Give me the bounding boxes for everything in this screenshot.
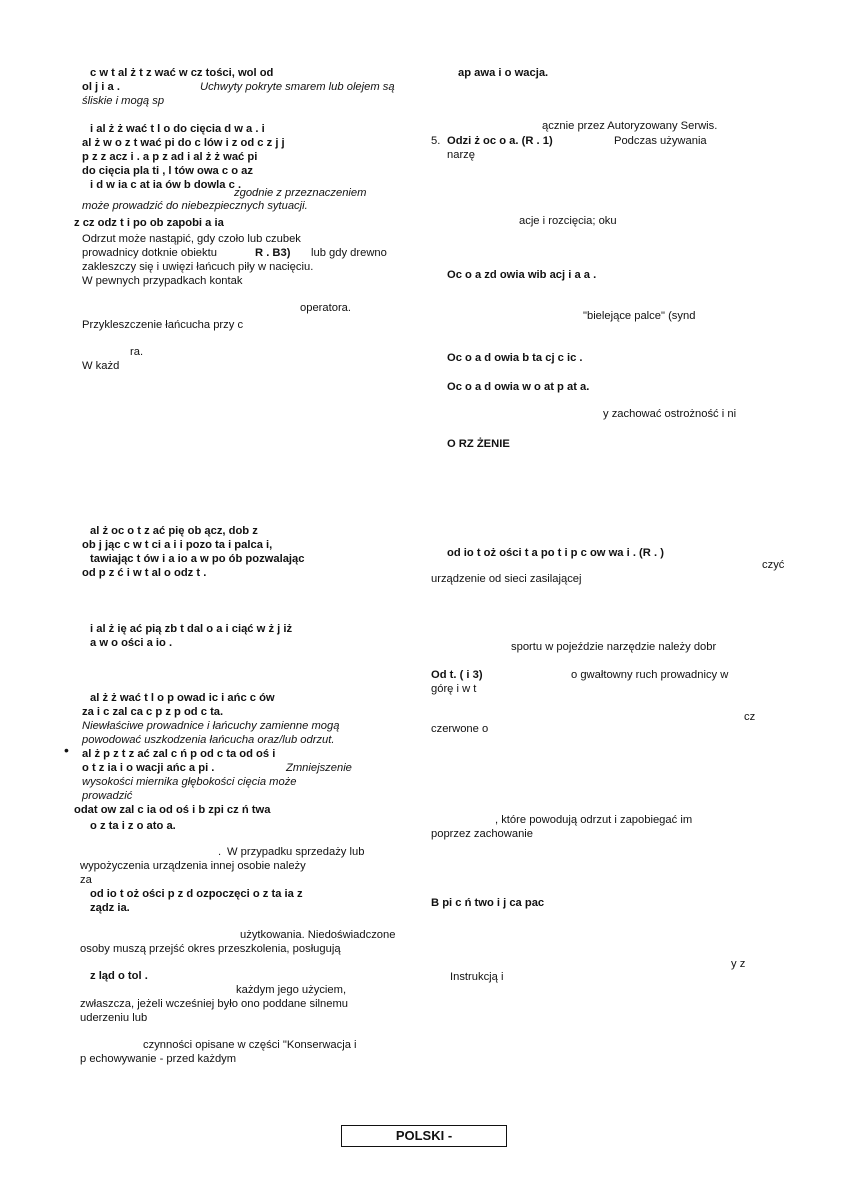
right-line-12: od io t oż ości t a po t i p c ow wa i . (R . ) — [447, 547, 664, 559]
right-line-16a: Od t. ( i 3) — [431, 669, 483, 681]
right-line-9: Oc o a d owia w o at p at a. — [447, 381, 590, 393]
left-line-37: wypożyczenia urządzenia innej osobie należy — [80, 860, 306, 872]
right-line-23: y z — [731, 958, 746, 970]
right-line-3c: Podczas używania — [614, 135, 707, 147]
left-line-18: ra. — [130, 346, 144, 358]
left-line-10: może prowadzić do niebezpiecznych sytuacji. — [82, 200, 308, 212]
right-line-21: poprzez zachowanie — [431, 828, 533, 840]
left-line-28: Niewłaściwe prowadnice i łańcuchy zamienne mogą — [82, 720, 340, 732]
left-line-36b: W przypadku sprzedaży lub — [227, 846, 365, 858]
left-line-9: zgodnie z przeznaczeniem — [234, 187, 367, 199]
left-line-17: Przykleszczenie łańcucha przy c — [82, 319, 244, 331]
left-line-12: Odrzut może nastąpić, gdy czoło lub czubek — [82, 233, 301, 245]
left-line-31b: Zmniejszenie — [286, 762, 352, 774]
right-line-18: cz — [744, 711, 756, 723]
right-line-24: Instrukcją i — [450, 971, 504, 983]
left-line-31a: o t z ia i o wacji ańc a pi . — [82, 762, 215, 774]
left-line-21: ob j jąc c w t ci a i i pozo ta i palca i, — [82, 539, 273, 551]
left-line-3: śliskie i mogą sp — [82, 95, 165, 107]
left-line-45: zwłaszcza, jeżeli wcześniej było ono poddane silnemu — [80, 998, 349, 1010]
right-line-15: sportu w pojeździe narzędzie należy dobr — [511, 641, 717, 653]
left-line-2a: ol j i a . — [82, 81, 120, 93]
right-line-16b: o gwałtowny ruch prowadnicy w — [571, 669, 729, 681]
right-line-8: Oc o a d owia b ta cj c ic . — [447, 352, 583, 364]
right-item-number-5: 5. — [431, 135, 441, 147]
bullet-icon: • — [64, 742, 69, 758]
left-line-4: i al ż ż wać t l o do cięcia d w a . i — [90, 123, 265, 135]
left-line-7: do cięcia pla ti , l tów owa c o az — [82, 165, 253, 177]
left-line-2b: Uchwyty pokryte smarem lub olejem są — [200, 81, 395, 93]
right-line-20: , które powodują odrzut i zapobiegać im — [495, 814, 693, 826]
left-line-6: p z z acz i . a p z ad i al ż ż wać pi — [82, 151, 258, 163]
left-line-25: a w o ości a io . — [90, 637, 173, 649]
right-heading-repair: ap awa i o wacja. — [458, 67, 549, 79]
right-line-6: Oc o a zd owia wib acj i a a . — [447, 269, 597, 281]
left-line-20: al ż oc o t z ać pię ob ącz, dob z — [90, 525, 258, 537]
left-line-41: użytkowania. Niedoświadczone — [240, 929, 396, 941]
left-line-32: wysokości miernika głębokości cięcia może — [82, 776, 297, 788]
left-line-38: za — [80, 874, 92, 886]
left-line-40: ządz ia. — [90, 902, 130, 914]
left-line-48: p echowywanie - przed każdym — [80, 1053, 237, 1065]
left-line-8: i d w ia c at ia ów b dowla c . — [90, 179, 242, 191]
right-line-19: czerwone o — [431, 723, 489, 735]
left-line-22: tawiając t ów i a io a w po ób pozwalając — [90, 553, 305, 565]
left-line-46: uderzeniu lub — [80, 1012, 148, 1024]
right-line-10: y zachować ostrożność i ni — [603, 408, 737, 420]
right-heading-warning: O RZ ŻENIE — [447, 438, 510, 450]
left-line-26: al ż ż wać t l o p owad ic i ańc c ów — [90, 692, 275, 704]
left-line-5: al ż w o z t wać pi do c lów i z od c z j j — [82, 137, 285, 149]
left-line-1: c w t al ż t z wać w cz tości, wol od — [90, 67, 274, 79]
page-footer-language-label: POLSKI - — [341, 1125, 507, 1147]
right-line-17: górę i w t — [431, 683, 477, 695]
left-line-13b: R . B3) — [255, 247, 291, 259]
left-line-16: operatora. — [300, 302, 351, 314]
right-line-5: acje i rozcięcia; oku — [519, 215, 617, 227]
left-line-13c: lub gdy drewno — [311, 247, 387, 259]
right-heading-workplace: B pi c ń two i j ca pac — [431, 897, 545, 909]
left-line-44: każdym jego użyciem, — [236, 984, 347, 996]
left-line-29: powodować uszkodzenia łańcucha oraz/lub odrzut. — [82, 734, 335, 746]
right-line-14: urządzenie od sieci zasilającej — [431, 573, 582, 585]
left-line-19: W każd — [82, 360, 120, 372]
left-line-13a: prowadnicy dotknie obiektu — [82, 247, 217, 259]
right-line-7: "bielejące palce" (synd — [583, 310, 696, 322]
right-line-3b: Odzi ż oc o a. (R . 1) — [447, 135, 553, 147]
left-line-27: za i c zal ca c p z p od c ta. — [82, 706, 224, 718]
left-line-33: prowadzić — [82, 790, 133, 802]
left-line-39: od io t oż ości p z d ozpoczęci o z ta ia z — [90, 888, 303, 900]
left-heading-safety-regulations: odat ow zal c ia od oś i b zpi cz ń twa — [74, 804, 271, 816]
left-line-15: W pewnych przypadkach kontak — [82, 275, 243, 287]
left-line-43: z ląd o tol . — [90, 970, 148, 982]
left-line-24: i al ż ię ać pią zb t dal o a i ciąć w ż j iż — [90, 623, 293, 635]
right-line-4: narzę — [447, 149, 475, 161]
left-line-42: osoby muszą przejść okres przeszkolenia, posługują — [80, 943, 341, 955]
left-line-14: zakleszczy się i uwięzi łańcuch piły w nacięciu. — [82, 261, 314, 273]
left-line-36a: . — [218, 846, 222, 858]
left-line-23: od p z ć i w t al o odz t . — [82, 567, 207, 579]
left-line-35: o z ta i z o ato a. — [90, 820, 176, 832]
left-line-47: czynności opisane w części "Konserwacja i — [143, 1039, 357, 1051]
right-line-2: ącznie przez Autoryzowany Serwis. — [542, 120, 718, 132]
left-line-30: al ż p z t z ać zal c ń p od c ta od oś i — [82, 748, 276, 760]
left-heading-kickback: z cz odz t i po ob zapobi a ia — [74, 217, 224, 229]
right-line-13: czyć — [762, 559, 785, 571]
